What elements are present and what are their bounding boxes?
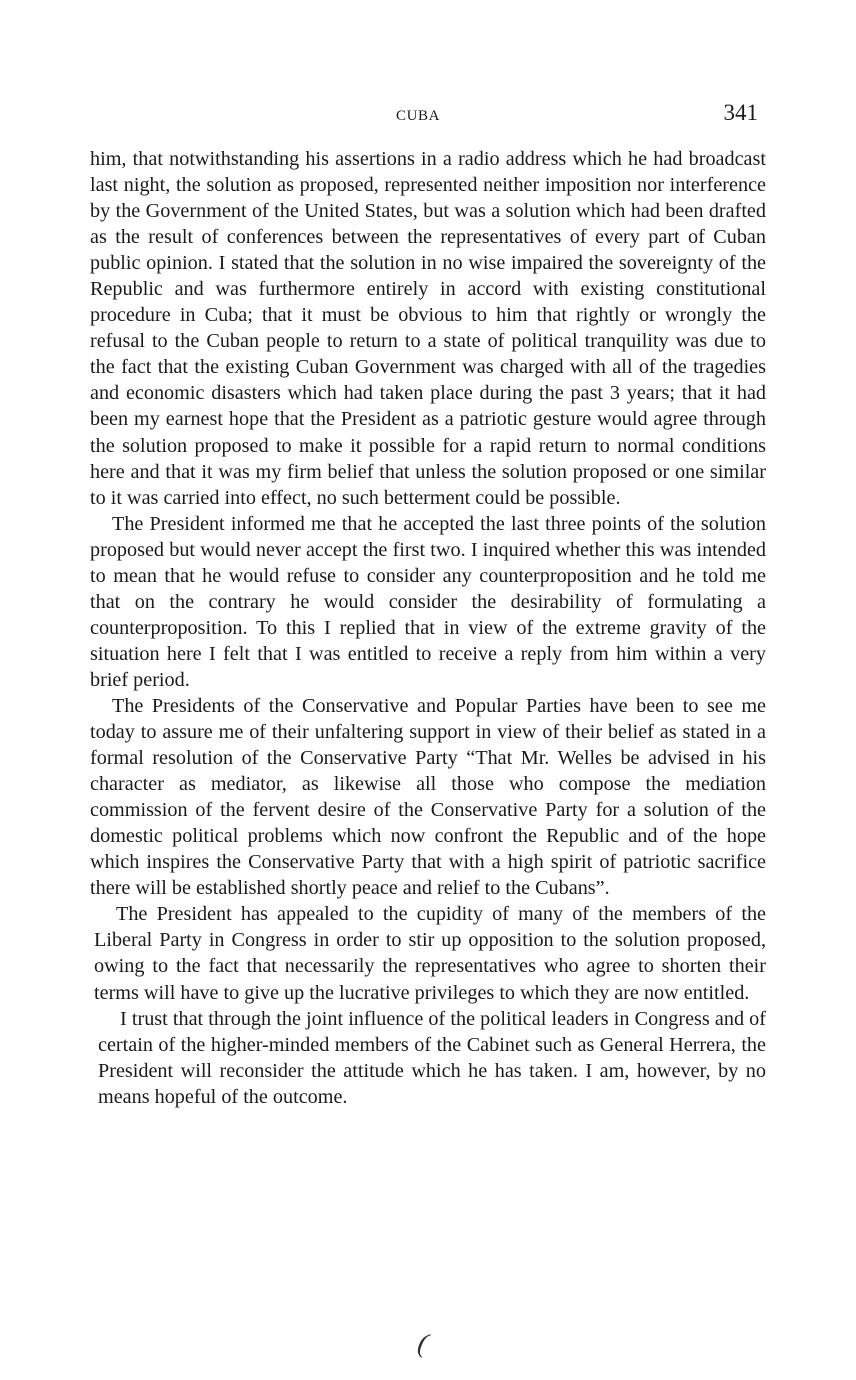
paragraph-continuation: him, that notwithstanding his assertions in a radio address which he had broadcast last night, the solution as proposed, represented neither imposition nor interference by the Government of the United States, but was a solution which had been drafted as the result of conferences between the representatives of every part of Cuban public opinion. I stated that the solution in no wise impaired the sovereignty of the Republic and was furthermore entirely in accord with existing constitutional procedure in Cuba; that it must be obvious to him that rightly or wrongly the refusal to the Cuban people to return to a state of political tranquility was due to the fact that the existing Cuban Government was charged with all of the tragedies and economic disasters which had taken place during the past 3 years; that it had been my earnest hope that the President as a patriotic gesture would agree through the solution proposed to make it possible for a rapid return to normal conditions here and that it was my firm belief that unless the solution proposed or one similar to it was carried into effect, no such betterment could be possible. bbox=[90, 148, 766, 509]
paragraph-liberal-opposition: The President has appealed to the cupidity of many of the members of the Liberal Party in Congress in order to stir up opposition to the solution proposed, owing to the fact that necessarily the representatives who agree to shorten their terms will have to give up the lucrative privileges to which they are now entitled. bbox=[94, 903, 766, 1004]
handwritten-mark: ( bbox=[414, 1327, 431, 1360]
running-title: CUBA bbox=[396, 108, 441, 124]
body-text bbox=[90, 146, 766, 1110]
paragraph-president-reply: The President informed me that he accepted the last three points of the solution proposed but would never accept the first two. I inquired whether this was intended to mean that he would refuse to consider any counterproposition and he told me that on the contrary he would consider the desirability of formulating a counterproposition. To this I replied that in view of the extreme gravity of the situation here I felt that I was entitled to receive a reply from him within a very brief period. bbox=[90, 512, 766, 691]
running-head bbox=[0, 100, 856, 134]
paragraph-conservative-support: The Presidents of the Conservative and Popular Parties have been to see me today to assure me of their unfaltering support in view of their belief as stated in a formal resolution of the Conservative Party “That Mr. Welles be advised in his character as mediator, as likewise all those who compose the mediation commission of the fervent desire of the Conservative Party for a solution of the domestic political problems which now confront the Republic and of the hope which inspires the Conservative Party that with a high spirit of patriotic sacrifice there will be established shortly peace and relief to the Cubans”. bbox=[90, 694, 766, 900]
page-number: 341 bbox=[723, 100, 758, 125]
paragraph-hopeful-outcome: I trust that through the joint influence of the political leaders in Congress and of certain of the higher-minded members of the Cabinet such as General Herrera, the President will reconsider the attitude which he has taken. I am, however, by no means hopeful of the outcome. bbox=[98, 1007, 766, 1108]
